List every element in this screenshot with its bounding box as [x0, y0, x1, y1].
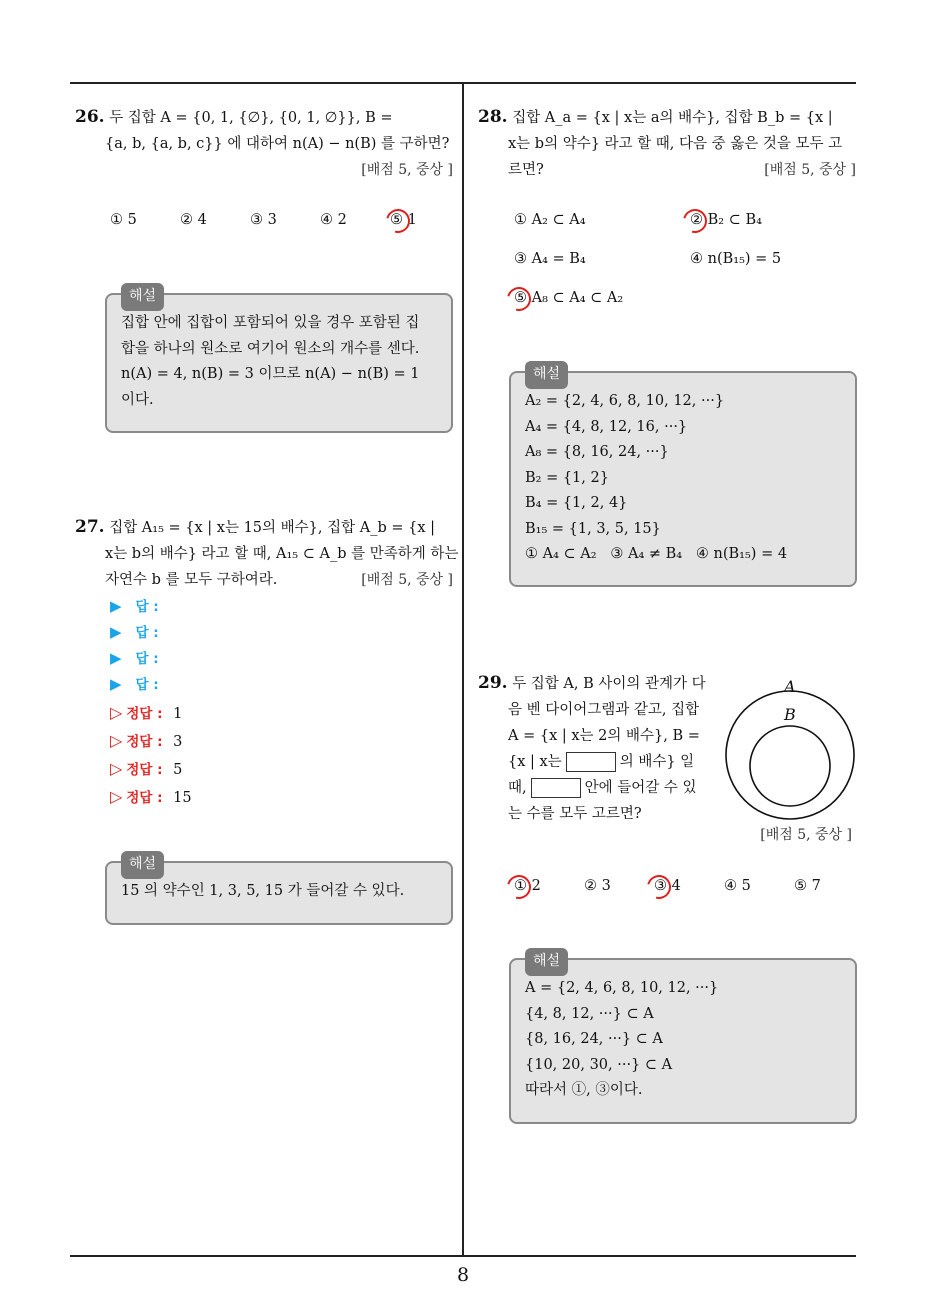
q29-blank-box — [566, 752, 616, 772]
q29-choice-1[interactable]: ① 2 — [514, 878, 541, 894]
q27-correct-answer — [110, 784, 192, 810]
question-29 — [478, 670, 718, 827]
answer-label: 답 : — [135, 677, 159, 693]
q29-text-4a: {x | x는 — [508, 754, 562, 770]
q27-text-2: x는 b의 배수} 라고 할 때, A₁₅ ⊂ A_b 를 만족하게 하는 — [105, 546, 459, 562]
q28-text-2: x는 b의 약수} 라고 할 때, 다음 중 옳은 것을 모두 고 — [508, 136, 843, 152]
correct-value: 15 — [173, 790, 192, 806]
q27-solution-line: 15 의 약수인 1, 3, 5, 15 가 들어갈 수 있다. — [121, 883, 405, 899]
play-triangle-icon: ▶ — [110, 675, 122, 693]
q28-number: 28. — [478, 107, 508, 127]
q26-number: 26. — [75, 107, 105, 127]
q29-text-3: A = {x | x는 2의 배수}, B = — [508, 728, 700, 744]
q29-choice-5[interactable]: ⑤ 7 — [794, 878, 821, 894]
q28-solution-line: B₄ = {1, 2, 4} — [525, 495, 628, 511]
q29-text-4b: 의 배수} 일 — [619, 754, 695, 770]
venn-set-b — [750, 726, 830, 806]
q28-meta: [배점 5, 중상 ] — [764, 162, 856, 178]
q26-text-1: 두 집합 A = {0, 1, {∅}, {0, 1, ∅}}, B = — [109, 110, 393, 126]
q28-solution-line: A₈ = {8, 16, 24, ···} — [525, 444, 669, 460]
q26-solution-box — [105, 288, 453, 433]
outline-triangle-icon: ▷ — [110, 759, 123, 778]
q29-text-6: 는 수를 모두 고르면? — [508, 806, 642, 822]
q28-solution-line: ① A₄ ⊂ A₂ ③ A₄ ≠ B₄ ④ n(B₁₅) = 4 — [525, 546, 788, 562]
outline-triangle-icon: ▷ — [110, 787, 123, 806]
outline-triangle-icon: ▷ — [110, 703, 123, 722]
q28-choice-5[interactable]: ⑤ A₈ ⊂ A₄ ⊂ A₂ — [514, 290, 624, 306]
q28-solution-tag: 해설 — [525, 361, 568, 389]
q28-solution-line: B₁₅ = {1, 3, 5, 15} — [525, 520, 661, 537]
q29-text-2: 음 벤 다이어그램과 같고, 집합 — [508, 702, 700, 718]
q29-choice-2[interactable]: ② 3 — [584, 878, 611, 894]
q26-text-2: {a, b, {a, b, c}} 에 대하여 n(A) − n(B) 를 구하면? — [105, 136, 450, 152]
correct-label: 정답 : — [126, 762, 163, 778]
q27-line-1 — [75, 514, 453, 541]
q29-solution-box — [509, 953, 857, 1124]
q29-line-4 — [478, 749, 718, 775]
play-triangle-icon: ▶ — [110, 649, 122, 667]
venn-diagram — [722, 672, 858, 822]
page-number: 8 — [456, 1264, 470, 1286]
venn-label-b: B — [784, 705, 796, 724]
question-28 — [478, 104, 856, 183]
q28-answer-mark-2 — [679, 205, 712, 238]
q28-choice-4[interactable]: ④ n(B₁₅) = 5 — [690, 251, 782, 267]
q29-blank-box — [531, 778, 581, 798]
play-triangle-icon: ▶ — [110, 623, 122, 641]
q28-text-3: 르면? — [508, 162, 544, 178]
q26-solution-line: 합을 하나의 원소로 여기어 원소의 개수를 센다. — [121, 340, 420, 357]
q26-choice-2[interactable]: ② 4 — [180, 212, 207, 228]
q27-answer-field[interactable] — [110, 593, 159, 619]
q26-choice-5[interactable]: ⑤ 1 — [390, 212, 417, 228]
q29-solution-line: {8, 16, 24, ···} ⊂ A — [525, 1031, 663, 1047]
bottom-rule — [70, 1255, 856, 1257]
q28-solution-box — [509, 366, 857, 587]
q27-answer-field[interactable] — [110, 619, 159, 645]
q26-answer-mark — [382, 205, 415, 238]
q26-solution-line: n(A) = 4, n(B) = 3 이므로 n(A) − n(B) = 1 — [121, 366, 420, 382]
outline-triangle-icon: ▷ — [110, 731, 123, 750]
q26-choice-3[interactable]: ③ 3 — [250, 212, 277, 228]
q27-line-3 — [75, 567, 453, 593]
q29-meta: [배점 5, 중상 ] — [760, 827, 852, 843]
correct-value: 1 — [173, 706, 183, 722]
q29-solution-line: {4, 8, 12, ···} ⊂ A — [525, 1005, 654, 1022]
q29-solution-tag: 해설 — [525, 948, 568, 976]
q26-solution-tag: 해설 — [121, 283, 164, 311]
q26-choice-1[interactable]: ① 5 — [110, 212, 137, 228]
q28-choice-3[interactable]: ③ A₄ = B₄ — [514, 251, 586, 267]
correct-value: 3 — [173, 734, 183, 750]
q27-meta: [배점 5, 중상 ] — [361, 572, 453, 588]
q29-solution-line: 따라서 ①, ③이다. — [525, 1082, 643, 1098]
q28-solution-line: A₄ = {4, 8, 12, 16, ···} — [525, 418, 688, 435]
q29-answer-mark-3 — [643, 871, 676, 904]
q28-text-1: 집합 A_a = {x | x는 a의 배수}, 집합 B_b = {x | — [512, 110, 833, 126]
q27-solution-tag: 해설 — [121, 851, 164, 879]
q26-meta: [배점 5, 중상 ] — [361, 162, 453, 178]
q29-number: 29. — [478, 673, 508, 693]
q26-solution-line: 집합 안에 집합이 포함되어 있을 경우 포함된 집 — [121, 315, 420, 331]
q27-answer-field[interactable] — [110, 671, 159, 697]
answer-label: 답 : — [135, 651, 159, 667]
venn-label-a: A — [784, 677, 796, 696]
q29-solution-line: {10, 20, 30, ···} ⊂ A — [525, 1056, 673, 1073]
question-27 — [75, 514, 459, 593]
q28-choice-1[interactable]: ① A₂ ⊂ A₄ — [514, 212, 586, 228]
q27-answer-field[interactable] — [110, 645, 159, 671]
q28-line-1 — [478, 104, 856, 131]
q27-correct-answer — [110, 728, 182, 754]
q29-text-5a: 때, — [508, 780, 527, 796]
q28-line-3 — [478, 157, 856, 183]
correct-label: 정답 : — [126, 790, 163, 806]
q29-text-1: 두 집합 A, B 사이의 관계가 다 — [512, 676, 706, 692]
q27-text-1: 집합 A₁₅ = {x | x는 15의 배수}, 집합 A_b = {x | — [109, 520, 435, 536]
q27-solution-box — [105, 856, 453, 925]
q29-line-1 — [478, 670, 718, 697]
q27-correct-answer — [110, 700, 182, 726]
q27-correct-answer — [110, 756, 182, 782]
q29-answer-mark-1 — [503, 871, 536, 904]
q28-solution-line: A₂ = {2, 4, 6, 8, 10, 12, ···} — [525, 393, 725, 409]
q26-choice-4[interactable]: ④ 2 — [320, 212, 347, 228]
correct-value: 5 — [173, 762, 183, 778]
q26-line-1 — [75, 104, 453, 131]
play-triangle-icon: ▶ — [110, 597, 122, 615]
answer-label: 답 : — [135, 625, 159, 641]
q28-choice-2[interactable]: ② B₂ ⊂ B₄ — [690, 212, 762, 228]
q29-choice-4[interactable]: ④ 5 — [724, 878, 751, 894]
q29-text-5b: 안에 들어갈 수 있 — [584, 780, 697, 796]
q28-answer-mark-5 — [503, 283, 536, 316]
correct-label: 정답 : — [126, 706, 163, 722]
q28-solution-line: B₂ = {1, 2} — [525, 469, 609, 486]
q29-line-5 — [478, 775, 718, 801]
column-divider — [462, 82, 464, 1256]
answer-label: 답 : — [135, 599, 159, 615]
question-26 — [75, 104, 453, 183]
q26-solution-line: 이다. — [121, 391, 154, 408]
q27-text-3: 자연수 b 를 모두 구하여라. — [105, 572, 278, 588]
correct-label: 정답 : — [126, 734, 163, 750]
q27-number: 27. — [75, 517, 105, 537]
q29-choice-3[interactable]: ③ 4 — [654, 878, 681, 894]
q29-solution-line: A = {2, 4, 6, 8, 10, 12, ···} — [525, 980, 719, 996]
